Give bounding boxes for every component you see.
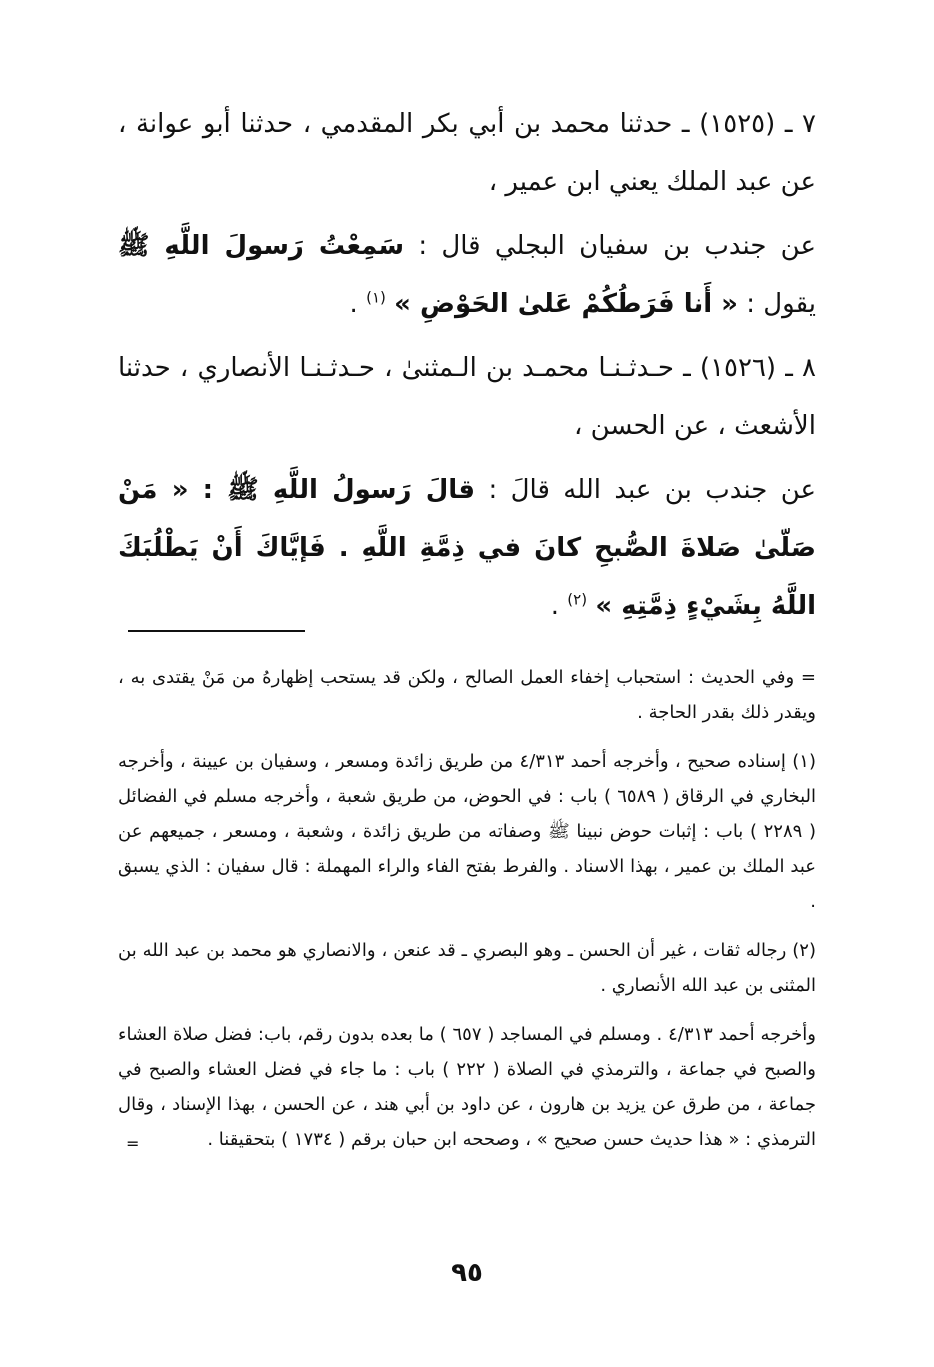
footnote-ref-2: (٢) — [567, 590, 588, 609]
hadith-7-text: « أَنا فَرَطُكُمْ عَلىٰ الحَوْضِ » — [394, 289, 738, 319]
page-number: ٩٥ — [451, 1258, 483, 1288]
footnote-ref-1: (١) — [366, 288, 386, 307]
footnote-3: وأخرجه أحمد ٤/٣١٣ . ومسلم في المساجد ( ٦٥٧ ) ما بعده بدون رقم، باب: فضل صلاة العشاء والصبح في جماعة ، والترمذي في الصلاة ( ٢٢٢ ) باب : ما جاء في فضل العشاء والصبح في جماعة ، من طرق عن يزيد بن هارون ، عن داود بن أبي هند ، عن الحسن ، بهذا الإسناد ، وقال الترمذي : « هذا حديث حسن صحيح » ، وصححه ابن حبان برقم ( ١٧٣٤ ) بتحقيقنا . — [118, 1024, 816, 1150]
hadith-8-chain-line-1: ٨ ـ (١٥٢٦) ـ حـدثـنـا محمـد بن الـمثنىٰ ، حـدثـنـا — [299, 353, 817, 383]
footnote-2: (٢) رجاله ثقات ، غير أن الحسن ـ وهو البصري ـ قد عنعن ، والانصاري هو محمد بن عبد الله بن المثنى بن عبد الله الأنصاري . — [118, 940, 816, 996]
hadith-7-end: . — [349, 289, 358, 319]
hadith-7-narrator: عن جندب بن سفيان البجلي قال : — [418, 231, 816, 261]
hadith-7-says: يقول : — [746, 289, 816, 319]
hadith-8-chain — [118, 339, 816, 455]
hadith-7-quote: سَمِعْتُ رَسولَ اللَّهِ ﷺ — [118, 231, 405, 261]
main-text — [118, 95, 816, 635]
hadith-8-narrator: عن جندب بن عبد الله قالَ : — [488, 475, 816, 505]
hadith-8-chain-line-2: الأنصاري ، حدثنا الأشعث ، عن الحسن ، — [118, 353, 816, 441]
footnotes — [118, 660, 816, 1171]
footnote-1: (١) إسناده صحيح ، وأخرجه أحمد ٤/٣١٣ من طريق زائدة ومسعر ، وسفيان بن عيينة ، وأخرجه البخاري في الرقاق ( ٦٥٨٩ ) باب : في الحوض، من طريق شعبة ، وأخرجه مسلم في الفضائل ( ٢٢٨٩ ) باب : إثبات حوض نبينا ﷺ وصفاته من طريق زائدة ، وشعبة ، ومسعر ، جميعهم عن عبد الملك بن عمير ، بهذا الاسناد . والفرط بفتح الفاء والراء المهملة : قال سفيان : الذي يسبق . — [118, 751, 816, 912]
hadith-8-end: . — [550, 591, 560, 621]
hadith-7-chain-line-2: أبو عوانة ، عن عبد الملك يعني ابن عمير ، — [118, 109, 816, 197]
continues-mark: = — [126, 1134, 140, 1153]
hadith-7-chain — [118, 95, 816, 211]
hadith-7-chain-line-1: ٧ ـ (١٥٢٥) ـ حدثنا محمد بن أبي بكر المقدمي ، حدثنا — [240, 109, 817, 139]
hadith-8-text: قالَ رَسولُ اللَّهِ ﷺ : « مَنْ صَلّىٰ صَلاةَ الصُّبحِ كانَ في ذِمَّةِ اللَّهِ . فَإيَّاكَ أَنْ يَطْلُبَكَ اللَّهُ بِشَيْءٍ ذِمَّتِهِ » — [118, 475, 816, 621]
hadith-8-narration — [118, 461, 816, 635]
footnote-divider — [128, 630, 305, 632]
hadith-7-narration — [118, 217, 816, 333]
footnote-continuation: = وفي الحديث : استحباب إخفاء العمل الصالح ، ولكن قد يستحب إظهارهُ من مَنْ يقتدى به ، ويقدر ذلك بقدر الحاجة . — [118, 667, 816, 723]
